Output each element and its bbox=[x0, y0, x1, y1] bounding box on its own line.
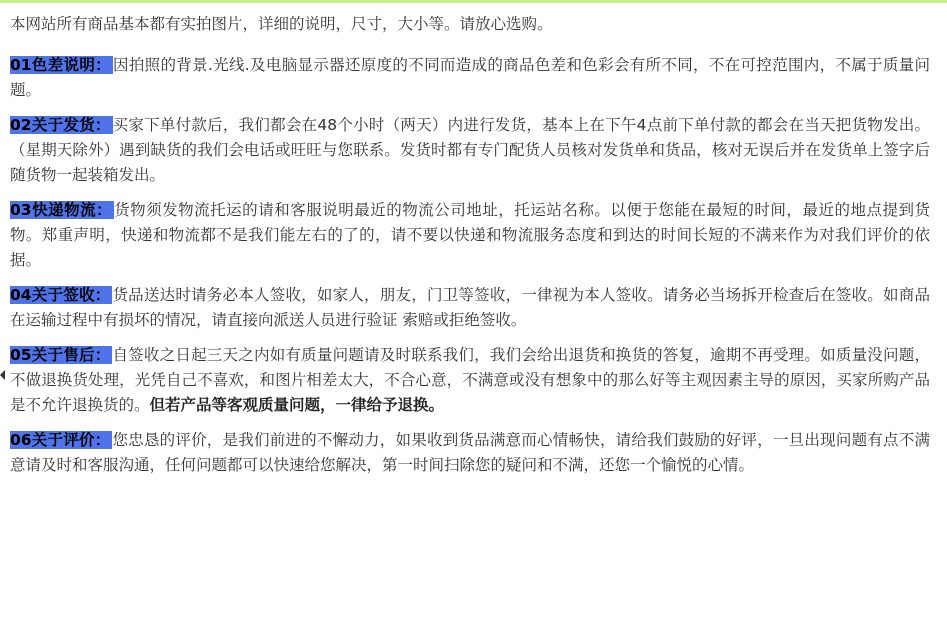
section-color-difference bbox=[10, 53, 930, 103]
section-text: 买家下单付款后，我们都会在48个小时（两天）内进行发货，基本上在下午4点前下单付款的都会在当天把货物发出。（星期天除外）遇到缺货的我们会电话或旺旺与您联系。发货时都有专门配货人员核对发货单和货品，核对无误后并在发货单上签字后随货物一起装箱发出。 bbox=[10, 116, 931, 184]
collapse-arrow-icon[interactable] bbox=[0, 370, 5, 380]
section-tag: 04关于签收： bbox=[10, 286, 111, 304]
section-tag: 01色差说明： bbox=[10, 56, 111, 74]
section-after-sales bbox=[10, 343, 930, 418]
section-text: 您忠恳的评价，是我们前进的不懈动力，如果收到货品满意而心情畅快，请给我们鼓励的好评，一旦出现问题有点不满意请及时和客服沟通，任何问题都可以快速给您解决，第一时间扫除您的疑问和不满，还您一个愉悦的心情。 bbox=[10, 431, 930, 474]
intro-text: 本网站所有商品基本都有实拍图片，详细的说明，尺寸，大小等。请放心选购。 bbox=[10, 15, 553, 33]
section-tag: 02关于发货： bbox=[10, 116, 111, 134]
section-signing bbox=[10, 283, 930, 333]
top-accent-bar bbox=[0, 0, 947, 3]
section-bold-text: 但若产品等客观质量问题，一律给予退换。 bbox=[149, 396, 445, 414]
section-text: 自签收之日起三天之内如有质量问题请及时联系我们，我们会给出退货和换货的答复，逾期不再受理。如质量没问题，不做退换货处理，光凭自己不喜欢，和图片相差太大，不合心意，不满意或没有想象中的那么好等主观因素主导的原因，买家所购产品是不允许退换货的。 bbox=[10, 346, 930, 414]
section-tag: 06关于评价： bbox=[10, 431, 111, 449]
section-logistics bbox=[10, 198, 930, 273]
section-text: 因拍照的背景.光线.及电脑显示器还原度的不同而造成的商品色差和色彩会有所不同，不在可控范围内，不属于质量问题。 bbox=[10, 56, 931, 99]
section-shipping bbox=[10, 113, 930, 188]
section-text: 货品送达时请务必本人签收，如家人，朋友，门卫等签收，一律视为本人签收。请务必当场拆开检查后在签收。如商品在运输过程中有损坏的情况，请直接向派送人员进行验证 索赔或拒绝签收。 bbox=[10, 286, 930, 329]
section-tag: 03快递物流： bbox=[10, 201, 113, 219]
section-tag: 05关于售后： bbox=[10, 346, 111, 364]
section-text: 货物须发物流托运的请和客服说明最近的物流公司地址，托运站名称。以便于您能在最短的时间，最近的地点提到货物。郑重声明，快递和物流都不是我们能左右的了的，请不要以快递和物流服务态度和到达的时间长短的不满来作为对我们评价的依据。 bbox=[10, 201, 930, 269]
section-reviews bbox=[10, 428, 930, 478]
policy-content bbox=[10, 12, 930, 488]
